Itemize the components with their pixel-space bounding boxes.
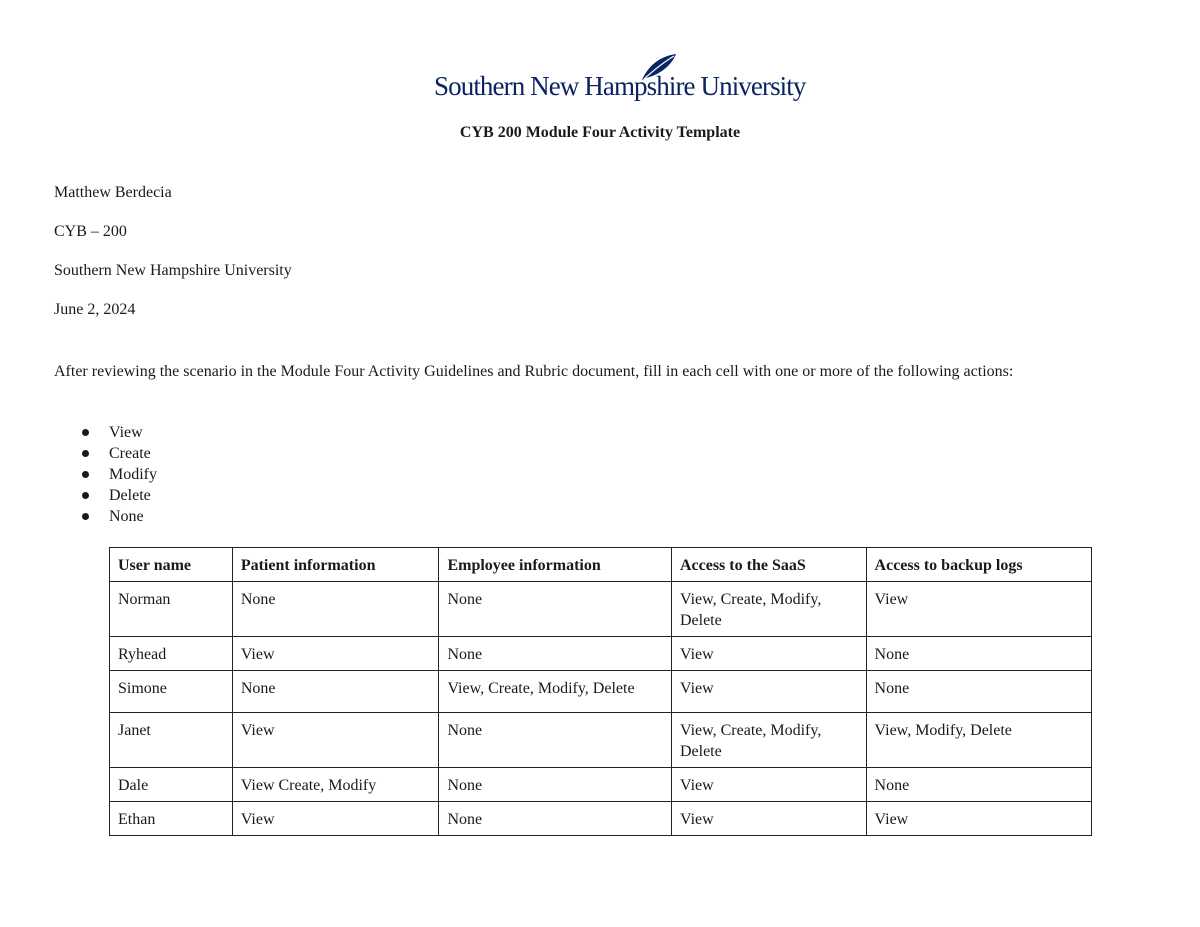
logo-text: Southern New Hampshire University xyxy=(434,71,806,101)
bullet-icon xyxy=(82,492,89,499)
table-header-row xyxy=(110,548,1092,582)
action-list xyxy=(54,422,157,527)
table-cell: None xyxy=(439,713,672,768)
table-cell: View, Create, Modify, Delete xyxy=(671,713,866,768)
table-cell: None xyxy=(439,768,672,802)
university-logo xyxy=(434,52,806,106)
table-cell: None xyxy=(866,768,1091,802)
table-cell: View xyxy=(671,671,866,713)
list-item: None xyxy=(54,506,157,527)
document-title: CYB 200 Module Four Activity Template xyxy=(459,124,741,141)
table-row xyxy=(110,768,1092,802)
header-access-backup-logs: Access to backup logs xyxy=(866,548,1091,582)
table-cell: None xyxy=(866,637,1091,671)
table-cell: View xyxy=(866,582,1091,637)
table-cell: View, Create, Modify, Delete xyxy=(671,582,866,637)
instructions-paragraph: After reviewing the scenario in the Module Four Activity Guidelines and Rubric document, fill in each cell with one or more of the following actions: xyxy=(54,363,1014,380)
course-code: CYB – 200 xyxy=(54,223,127,240)
table-cell: View xyxy=(671,637,866,671)
table-cell: None xyxy=(232,671,439,713)
list-item: View xyxy=(54,422,157,443)
header-employee-information: Employee information xyxy=(439,548,672,582)
table-cell: None xyxy=(439,582,672,637)
table-cell: Ethan xyxy=(110,802,233,836)
table-cell: Ryhead xyxy=(110,637,233,671)
table-cell: Janet xyxy=(110,713,233,768)
table-row xyxy=(110,713,1092,768)
table-cell: View xyxy=(671,802,866,836)
table-cell: None xyxy=(232,582,439,637)
table-cell: Dale xyxy=(110,768,233,802)
table-cell: None xyxy=(439,637,672,671)
institution-name: Southern New Hampshire University xyxy=(54,262,292,279)
bullet-icon xyxy=(82,513,89,520)
document-date: June 2, 2024 xyxy=(54,301,136,318)
list-item: Modify xyxy=(54,464,157,485)
table-row xyxy=(110,582,1092,637)
header-patient-information: Patient information xyxy=(232,548,439,582)
list-item: Create xyxy=(54,443,157,464)
bullet-icon xyxy=(82,429,89,436)
list-item: Delete xyxy=(54,485,157,506)
table-cell: View, Create, Modify, Delete xyxy=(439,671,672,713)
table-row xyxy=(110,671,1092,713)
header-user-name: User name xyxy=(110,548,233,582)
author-name: Matthew Berdecia xyxy=(54,184,172,201)
table-row xyxy=(110,637,1092,671)
table-cell: View, Modify, Delete xyxy=(866,713,1091,768)
table-cell: View xyxy=(671,768,866,802)
table-cell: View Create, Modify xyxy=(232,768,439,802)
table-cell: Norman xyxy=(110,582,233,637)
permissions-table xyxy=(109,547,1092,836)
table-cell: View xyxy=(232,637,439,671)
bullet-icon xyxy=(82,450,89,457)
bullet-icon xyxy=(82,471,89,478)
table-cell: Simone xyxy=(110,671,233,713)
table-cell: View xyxy=(232,713,439,768)
table-cell: None xyxy=(866,671,1091,713)
table-row xyxy=(110,802,1092,836)
table-cell: View xyxy=(232,802,439,836)
table-cell: View xyxy=(866,802,1091,836)
header-access-saas: Access to the SaaS xyxy=(671,548,866,582)
table-cell: None xyxy=(439,802,672,836)
